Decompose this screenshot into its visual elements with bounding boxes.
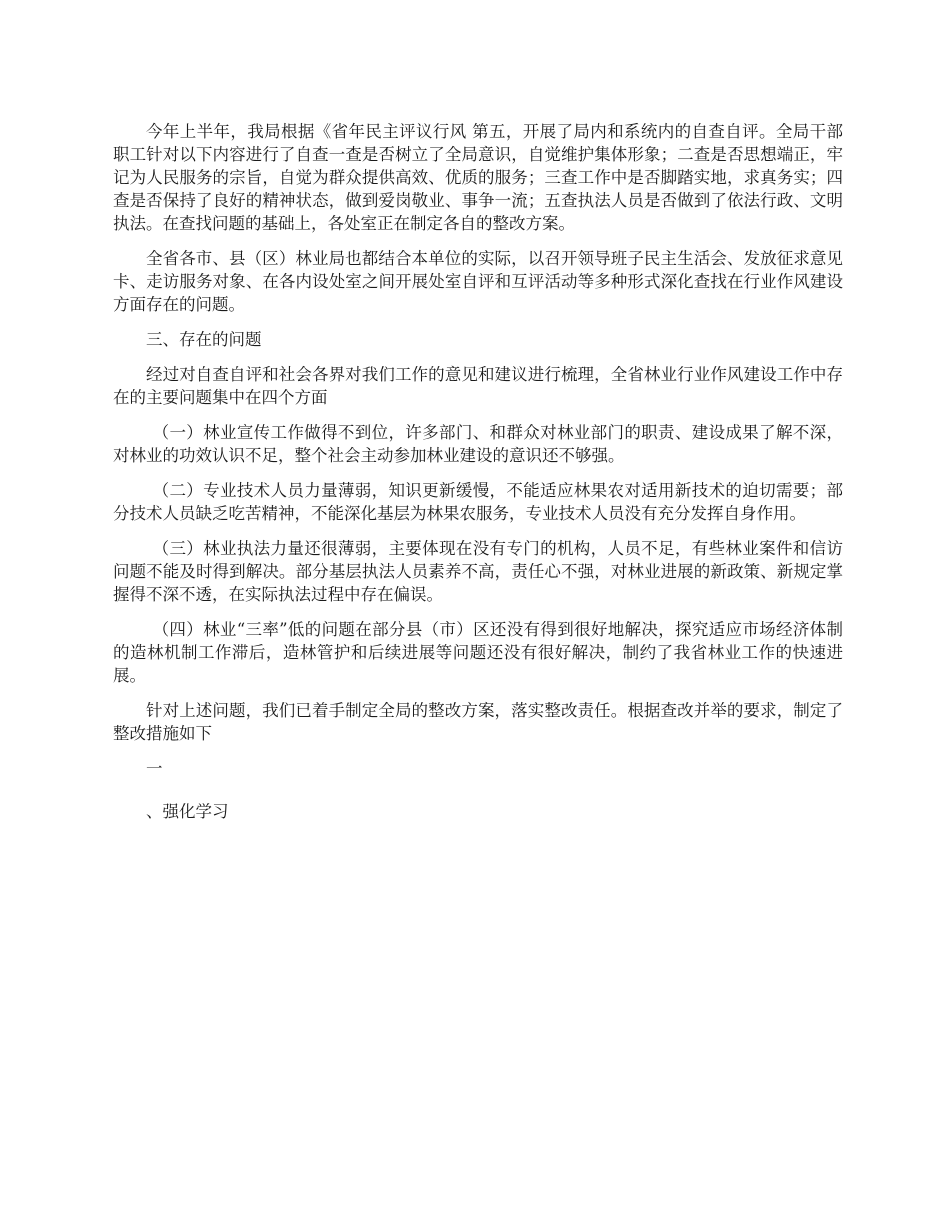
issue-item: （二）专业技术人员力量薄弱，知识更新缓慢，不能适应林果农对适用新技术的迫切需要；部分技术人员缺乏吃苦精神，不能深化基层为林果农服务，专业技术人员没有充分发挥自身作用。 xyxy=(113,481,843,523)
list-item-heading: 、强化学习 xyxy=(146,802,229,821)
section-heading: 三、存在的问题 xyxy=(146,330,262,349)
issue-item: （三）林业执法力量还很薄弱，主要体现在没有专门的机构，人员不足，有些林业案件和信访问题不能及时得到解决。部分基层执法人员素养不高，责任心不强，对林业进展的新政策、新规定掌握得不深不透，在实际执法过程中存在偏误。 xyxy=(113,539,843,604)
document-body xyxy=(113,120,843,843)
paragraph-self-review: 今年上半年，我局根据《省年民主评议行风 第五，开展了局内和系统内的自查自评。全局干部职工针对以下内容进行了自查一查是否树立了全局意识，自觉维护集体形象；二查是否思想端正，牢记为人民服务的宗旨，自觉为群众提供高效、优质的服务；三查工作中是否脚踏实地，求真务实；四查是否保持了良好的精神状态，做到爱岗敬业、事争一流；五查执法人员是否做到了依法行政、文明执法。在查找问题的基础上，各处室正在制定各自的整改方案。 xyxy=(113,122,843,233)
list-marker: 一 xyxy=(146,759,163,778)
issue-item: （一）林业宣传工作做得不到位，许多部门、和群众对林业部门的职责、建设成果了解不深，对林业的功效认识不足，整个社会主动参加林业建设的意识还不够强。 xyxy=(113,423,843,465)
issue-item: （四）林业“三率”低的问题在部分县（市）区还没有得到很好地解决，探究适应市场经济体制的造林机制工作滞后，造林管护和后续进展等问题还没有很好解决，制约了我省林业工作的快速进展。 xyxy=(113,620,843,685)
paragraph-closing: 针对上述问题，我们已着手制定全局的整改方案，落实整改责任。根据查改并举的要求，制定了整改措施如下 xyxy=(113,701,843,743)
paragraph-local-bureaus: 全省各市、县（区）林业局也都结合本单位的实际，以召开领导班子民主生活会、发放征求意见卡、走访服务对象、在各内设处室之间开展处室自评和互评活动等多种形式深化查找在行业作风建设方面存在的问题。 xyxy=(113,249,843,314)
paragraph-intro: 经过对自查自评和社会各界对我们工作的意见和建议进行梳理，全省林业行业作风建设工作中存在的主要问题集中在四个方面 xyxy=(113,365,843,407)
